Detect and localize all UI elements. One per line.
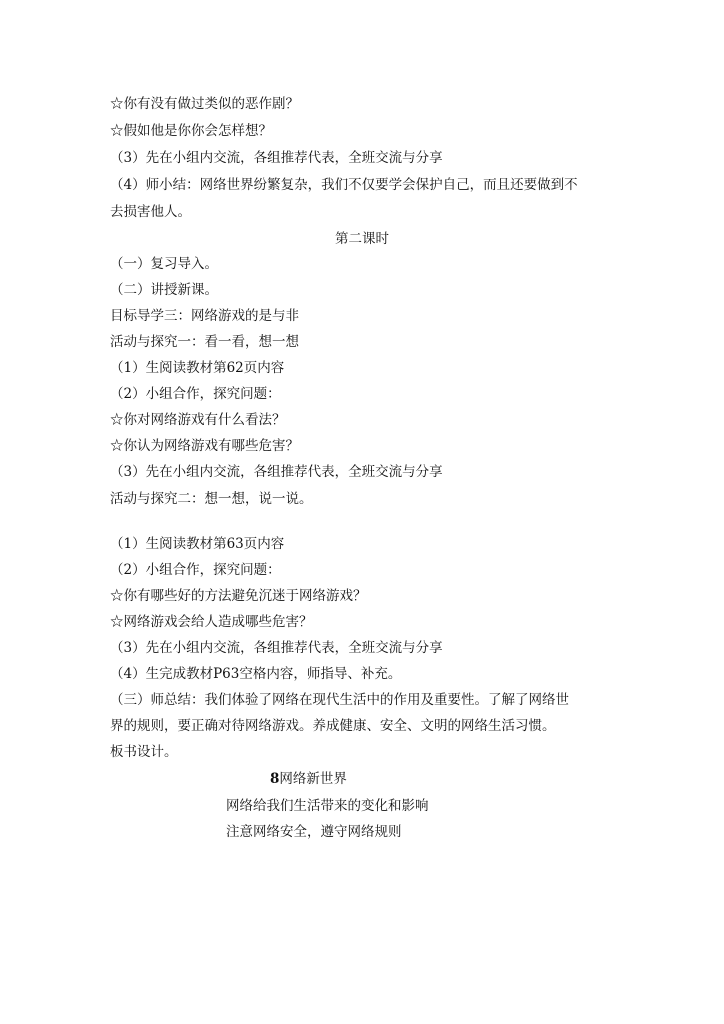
board-line-2: 注意网络安全，遵守网络规则: [226, 824, 402, 840]
step-3-share-2: （3）先在小组内交流，各组推荐代表，全班交流与分享: [110, 464, 443, 480]
teacher-summary-cont: 去损害他人。: [110, 204, 191, 220]
question-prank: ☆你有没有做过类似的恶作剧？: [110, 96, 299, 112]
new-lesson: （二）讲授新课。: [110, 282, 218, 298]
question-harm-people: ☆网络游戏会给人造成哪些危害？: [110, 614, 313, 630]
question-views: ☆你对网络游戏有什么看法？: [110, 412, 286, 428]
teacher-conclusion: （三）师总结：我们体验了网络在现代生活中的作用及重要性。了解了网络世: [110, 692, 569, 708]
activity-one: 活动与探究一：看一看，想一想: [110, 334, 299, 350]
step-3-share: （3）先在小组内交流，各组推荐代表，全班交流与分享: [110, 150, 443, 166]
question-harms: ☆你认为网络游戏有哪些危害？: [110, 438, 299, 454]
group-discussion-2: （2）小组合作，探究问题：: [110, 562, 281, 578]
question-avoid-addiction: ☆你有哪些好的方法避免沉迷于网络游戏？: [110, 588, 367, 604]
read-textbook-62: （1）生阅读教材第62页内容: [110, 360, 285, 376]
board-line-1: 网络给我们生活带来的变化和影响: [226, 798, 429, 814]
goal-three: 目标导学三：网络游戏的是与非: [110, 308, 299, 324]
board-title-text: 网络新世界: [279, 771, 347, 787]
review-intro: （一）复习导入。: [110, 256, 218, 272]
teacher-conclusion-cont: 界的规则，要正确对待网络游戏。养成健康、安全、文明的网络生活习惯。: [110, 718, 556, 734]
board-title: [270, 770, 347, 788]
question-if-you: ☆假如他是你你会怎样想？: [110, 123, 272, 139]
group-discussion: （2）小组合作，探究问题：: [110, 386, 281, 402]
read-textbook-63: （1）生阅读教材第63页内容: [110, 536, 285, 552]
section-heading-second-lesson: 第二课时: [335, 231, 389, 247]
activity-two: 活动与探究二：想一想，说一说。: [110, 491, 313, 507]
step-4-complete: （4）生完成教材P63空格内容，师指导、补充。: [110, 666, 402, 682]
teacher-summary: （4）师小结：网络世界纷繁复杂，我们不仅要学会保护自己，而且还要做到不: [110, 177, 578, 193]
board-number: 8: [270, 771, 280, 787]
step-3-share-3: （3）先在小组内交流，各组推荐代表，全班交流与分享: [110, 640, 443, 656]
board-design-label: 板书设计。: [110, 744, 178, 760]
